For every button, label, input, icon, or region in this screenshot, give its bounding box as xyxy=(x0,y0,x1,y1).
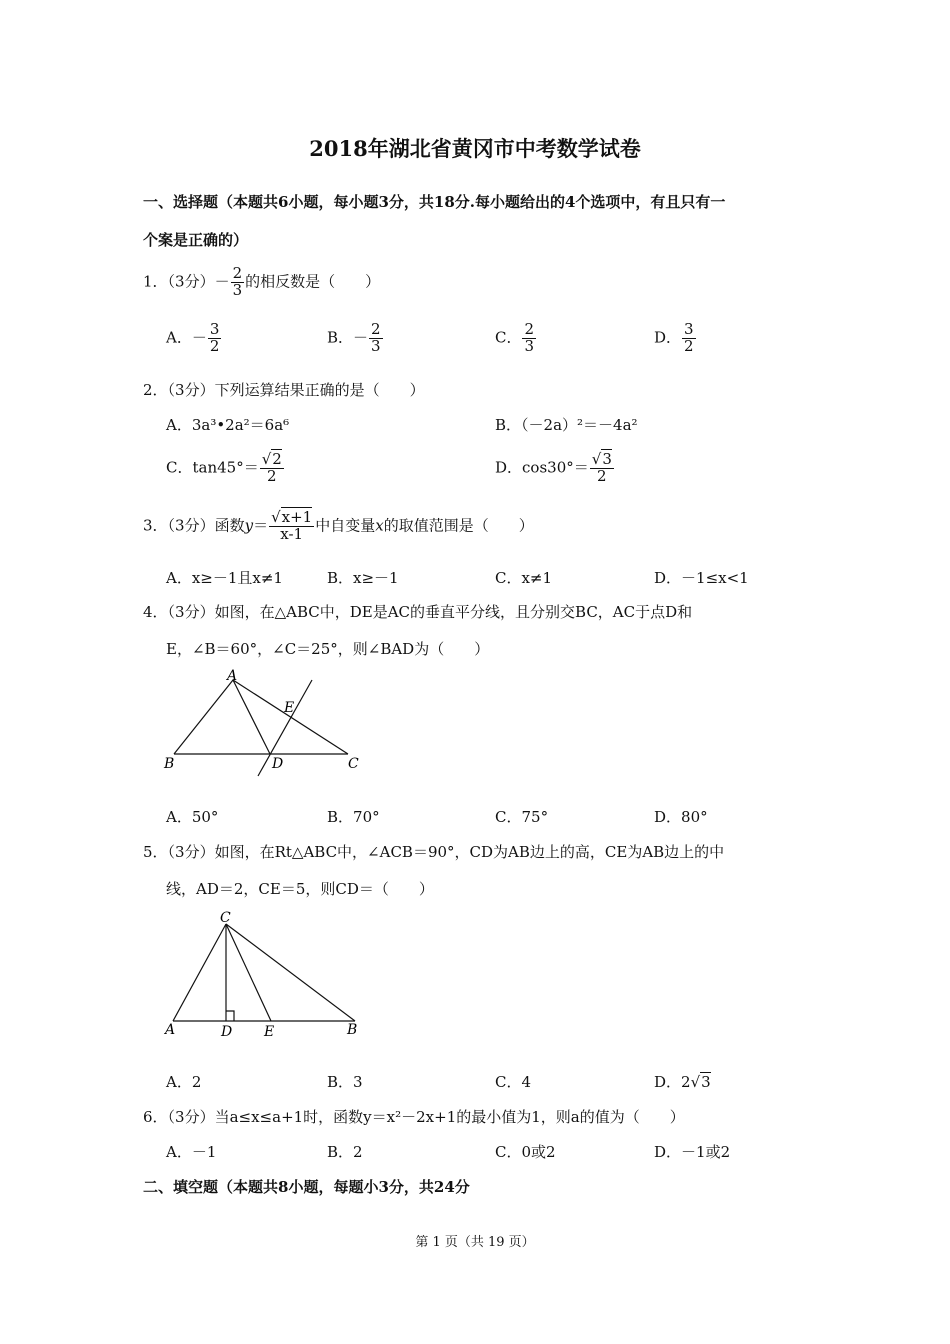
q3-option-b: B．x≥－1 xyxy=(327,569,399,587)
q2-option-c: C．tan45°＝ $\frac{√2}{2}$ xyxy=(166,450,282,485)
q1-fraction: $\frac{2}{3}$ xyxy=(232,264,243,299)
q5-label-b: B xyxy=(347,1022,358,1038)
section2-heading: 二、填空题（本题共8小题，每题小3分，共24分 xyxy=(143,1178,470,1196)
q1-option-b: B．－ $\frac{2}{3}$ xyxy=(327,320,381,355)
q5-option-d: D．2√3 xyxy=(654,1073,711,1091)
q5-option-b: B．3 xyxy=(327,1073,363,1091)
q5-triangle-figure xyxy=(160,906,370,1041)
q4-label-e: E xyxy=(284,700,295,716)
page-title: 2018年湖北省黄冈市中考数学试卷 xyxy=(309,136,641,161)
q1-option-c: C． $\frac{2}{3}$ xyxy=(495,320,535,355)
q5-right-angle-mark xyxy=(226,1011,234,1021)
q5-label-d: D xyxy=(221,1024,233,1040)
q2-option-a: A．3a³•2a²＝6a⁶ xyxy=(166,416,290,434)
q5-label-a: A xyxy=(165,1022,176,1038)
question-4-line1: 4．（3分）如图，在△ABC中，DE是AC的垂直平分线，且分别交BC，AC于点D和 xyxy=(143,603,693,621)
question-4-line2: E，∠B＝60°，∠C＝25°，则∠BAD为（ ） xyxy=(166,640,490,658)
q5-label-e: E xyxy=(264,1024,275,1040)
q4-option-d: D．80° xyxy=(654,808,708,826)
q4-label-b: B xyxy=(164,756,175,772)
q4-label-a: A xyxy=(227,668,238,684)
question-1 xyxy=(143,266,380,299)
question-2: 2．（3分）下列运算结果正确的是（ ） xyxy=(143,381,425,399)
q4-perpendicular-bisector xyxy=(258,680,312,776)
q3-option-d: D．－1≤x<1 xyxy=(654,569,749,587)
q4-side-ab xyxy=(174,680,233,754)
page-footer: 第 1 页（共 19 页） xyxy=(415,1235,535,1250)
q5-side-cb xyxy=(226,924,355,1021)
q5-label-c: C xyxy=(220,910,231,926)
q4-option-a: A．50° xyxy=(166,808,219,826)
q3-fraction: $\frac{√x+1}{x-1}$ xyxy=(271,508,313,543)
q4-option-b: B．70° xyxy=(327,808,380,826)
q6-option-b: B．2 xyxy=(327,1143,363,1161)
question-5-line2: 线，AD＝2，CE＝5，则CD＝（ ） xyxy=(166,880,434,898)
question-3: 3．（3分）函数y＝ $\frac{√x+1}{x-1}$ 中自变量x的取值范围是（ ） xyxy=(143,508,534,543)
q1-tail: 的相反数是（ ） xyxy=(245,272,381,291)
q1-option-a: A．－ $\frac{3}{2}$ xyxy=(166,320,220,355)
q4-label-d: D xyxy=(272,756,284,772)
section1-heading-line2: 个案是正确的） xyxy=(143,231,249,249)
question-5-line1: 5．（3分）如图，在Rt△ABC中，∠ACB＝90°，CD为AB边上的高，CE为AB边上的中 xyxy=(143,843,725,861)
q4-segment-ad xyxy=(233,680,270,754)
q3-option-c: C．x≠1 xyxy=(495,569,553,587)
q4-option-c: C．75° xyxy=(495,808,549,826)
q6-option-d: D．－1或2 xyxy=(654,1143,731,1161)
q2-option-d: D．cos30°＝ $\frac{√3}{2}$ xyxy=(495,450,612,485)
q2-option-b: B．（－2a）²＝－4a² xyxy=(495,416,638,434)
q4-label-c: C xyxy=(348,756,359,772)
q1-number: 1．（3分）－ xyxy=(143,272,230,291)
q5-option-a: A．2 xyxy=(166,1073,202,1091)
q3-option-a: A．x≥－1且x≠1 xyxy=(166,569,283,587)
q6-option-a: A．－1 xyxy=(166,1143,217,1161)
question-6: 6．（3分）当a≤x≤a+1时，函数y＝x²－2x+1的最小值为1，则a的值为（ ） xyxy=(143,1108,685,1126)
q6-option-c: C．0或2 xyxy=(495,1143,556,1161)
q5-side-ac xyxy=(173,924,226,1021)
q1-option-d: D． $\frac{3}{2}$ xyxy=(654,320,694,355)
q5-median-ce xyxy=(226,924,271,1021)
q5-option-c: C．4 xyxy=(495,1073,532,1091)
q4-triangle-figure xyxy=(160,668,370,783)
section1-heading-line1: 一、选择题（本题共6小题，每小题3分，共18分.每小题给出的4个选项中，有且只有一 xyxy=(143,193,726,211)
